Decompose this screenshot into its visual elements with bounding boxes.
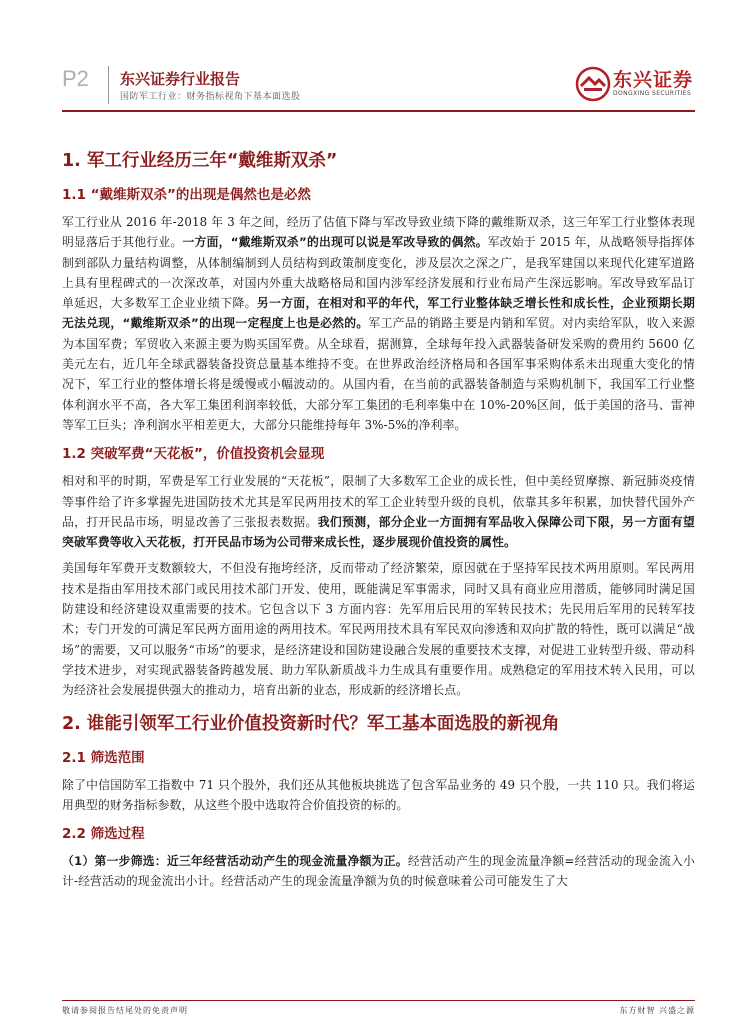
company-logo xyxy=(575,62,695,106)
footer-rule xyxy=(62,1000,695,1001)
report-series-title: 东兴证券行业报告 xyxy=(120,70,241,88)
section-2-2-heading: 2.2 筛选过程 xyxy=(62,826,145,843)
section-1-2-heading: 1.2 突破军费“天花板”，价值投资机会显现 xyxy=(62,446,325,463)
section-2-1-paragraph: 除了中信国防军工指数中 71 只个股外，我们还从其他板块挑选了包含军品业务的 49 只个股，一共 110 只。我们将运用典型的财务指标参数，从这些个股中选取符合价值投资的标的。 xyxy=(62,777,695,812)
text-run: 军改始于 2015 年，从战略领导指挥体制到部队力量结构调整，从体制编制到人员结构到政策制度变化，涉及层次之深之广，是我军建国以来现代化建军道路上具有里程碑式的一次深改革，对国内外重大战略格局和国内涉军经济发展和行业布局产生深远影响。军改导致军品订单延迟，大多数军工企业业绩下降。 xyxy=(62,235,695,311)
footer-disclaimer: 敬请参阅报告结尾处的免责声明 xyxy=(62,1006,188,1015)
text-run: 经营活动产生的现金流量净额=经营活动的现金流入小计-经营活动的现金流出小计。经营活动产生的现金流量净额为负的时候意味着公司可能发生了大 xyxy=(62,854,695,889)
section-1-1-heading: 1.1 “戴维斯双杀”的出现是偶然也是必然 xyxy=(62,187,311,203)
text-run-bold: （1）第一步筛选：近三年经营活动动产生的现金流量净额为正。 xyxy=(62,854,408,869)
report-body xyxy=(62,138,695,898)
section-1-2-paragraph-2: 美国每年军费开支数额较大，不但没有拖垮经济，反而带动了经济繁荣，原因就在于坚持军民技术两用原则。军民两用技术是指由军用技术部门或民用技术部门开发、使用，既能满足军事需求，同时又具有商业应用潜质，能够同时满足国防建设和经济建设双重需要的技术。它包含以下 3 方面内容：先军用后民用的军转民技术；先民用后军用的民转军技术；专门开发的可满足军民两方面用途的两用技术。军民两用技术具有军民双向渗透和双向扩散的特性，既可以满足“战场”的需要，又可以服务“市场”的要求，是经济建设和国防建设融合发展的重要技术支撑，对促进工业转型升级、带动科学技术进步，对实现武器装备跨越发展、助力军队新质战斗力生成具有重要作用。成熟稳定的军用技术转入民用，可以为经济社会发展提供强大的推动力，培育出新的业态，形成新的经济增长点。 xyxy=(62,561,695,698)
text-run: 军工行业从 2016 年-2018 年 3 年之间，经历了估值下降与军改导致业绩下降的戴维斯双杀，这三年军工行业整体表现明显落后于其他行业。 xyxy=(62,215,695,250)
section-1-2-paragraph-1 xyxy=(62,471,695,552)
text-run-bold: 一方面，“戴维斯双杀”的出现可以说是军改导致的偶然。 xyxy=(182,235,488,250)
logo-mark-icon xyxy=(575,64,611,104)
logo-name: 东兴证券 xyxy=(613,69,694,91)
footer-slogan: 东方财智 兴盛之源 xyxy=(619,1006,695,1015)
logo-english: DONGXING SECURITIES xyxy=(613,90,692,97)
text-run-bold: 我们预测，部分企业一方面拥有军品收入保障公司下限，另一方面有望突破军费等收入天花板，打开民品市场为公司带来成长性，逐步展现价值投资的属性。 xyxy=(62,514,696,550)
text-run: 军工产品的销路主要是内销和军贸。对内卖给军队，收入来源为本国军费；军贸收入来源主要为购买国军费。从全球看，据测算，全球每年投入武器装备研发采购的费用约 5600 亿美元左右，近几年全球武器装备投资总量基本维持不变。在世界政治经济格局和各国军事采购体系未出现重大变化的情况下，军工行业的整体增长将是缓慢或小幅波动的。从国内看，在当前的武器装备制造与采购机制下，我国军工行业整体利润水平不高，各大军工集团利润率较低，大部分军工集团的毛利率集中在 10%-20%区间，低于美国的洛马、雷神等军工巨头；净利润水平相差更大，大部分只能维持每年 3%-5%的净利率。 xyxy=(62,316,695,432)
header-rule xyxy=(62,110,695,112)
section-2-2-paragraph xyxy=(62,851,695,892)
text-run-bold: 另一方面，在相对和平的年代，军工行业整体缺乏增长性和成长性，企业预期长期无法兑现，“戴维斯双杀”的出现一定程度上也是必然的。 xyxy=(62,296,695,331)
text-run: 相对和平的时期，军费是军工行业发展的“天花板”，限制了大多数军工企业的成长性，但中美经贸摩擦、新冠肺炎疫情等事件给了许多掌握先进国防技术尤其是军民两用技术的军工企业转型升级的良机，依靠其多年积累，加快替代国外产品，打开民品市场，明显改善了三张报表数据。 xyxy=(62,474,695,529)
section-2-1-heading: 2.1 筛选范围 xyxy=(62,749,145,766)
report-subtitle: 国防军工行业：财务指标视角下基本面选股 xyxy=(120,92,301,102)
section-1-heading: 1. 军工行业经历三年“戴维斯双杀” xyxy=(62,151,338,171)
header-divider xyxy=(108,66,109,104)
section-2-heading: 2. 谁能引领军工行业价值投资新时代？军工基本面选股的新视角 xyxy=(62,713,560,734)
page-number: P2 xyxy=(62,66,89,91)
section-1-1-paragraph xyxy=(62,212,695,435)
